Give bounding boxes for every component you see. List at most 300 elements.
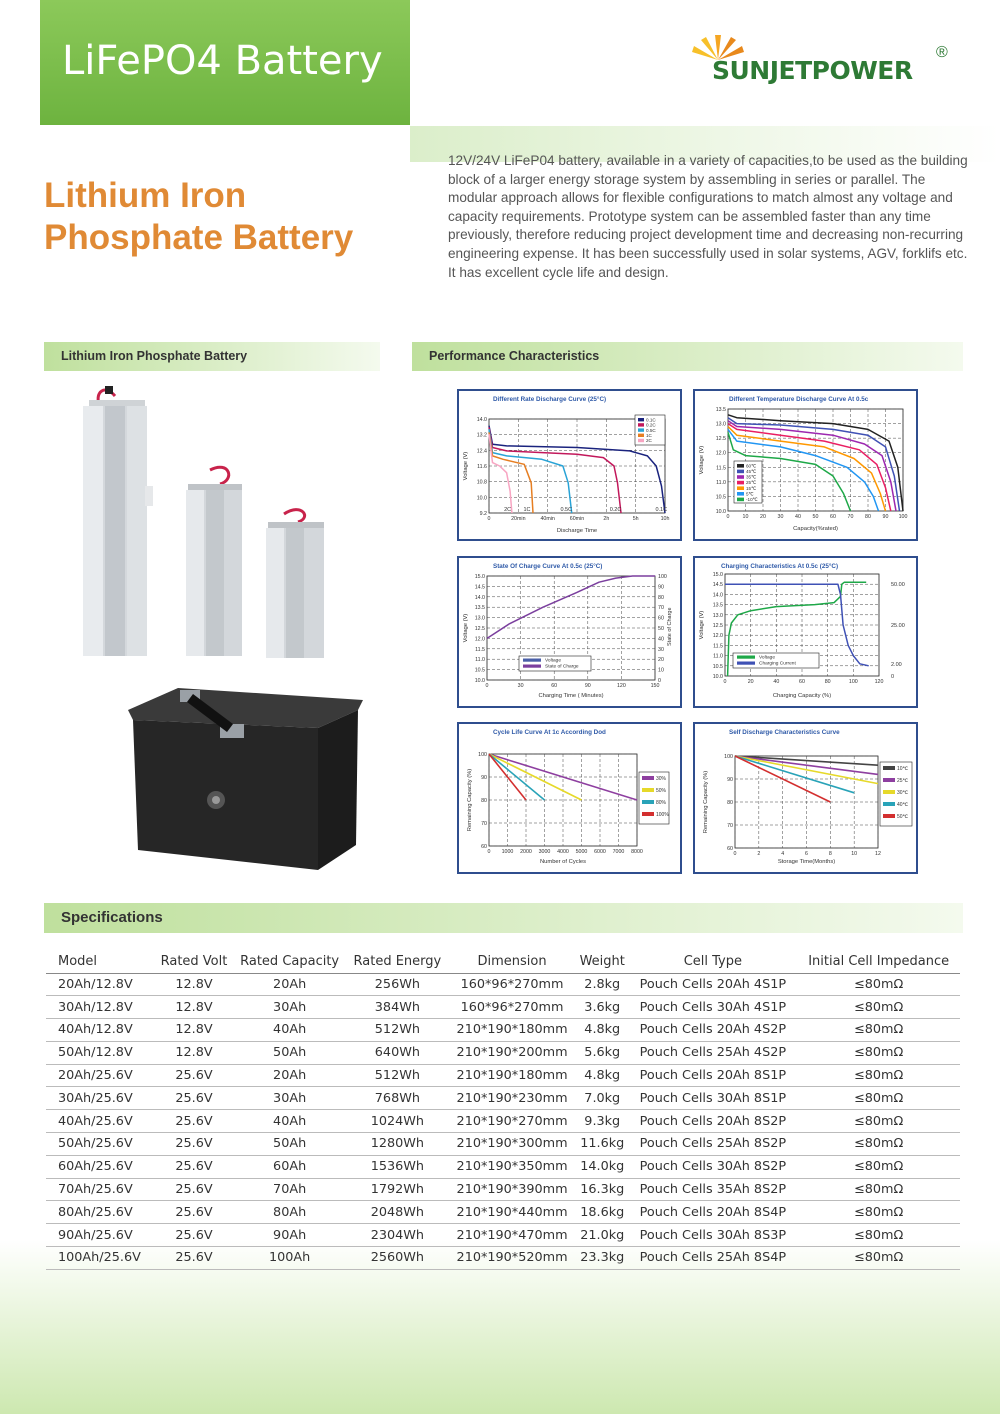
chart-svg [695, 558, 916, 706]
table-cell: 210*190*470mm [448, 1224, 576, 1247]
table-row [46, 1064, 960, 1087]
table-cell: ≤80mΩ [797, 1133, 960, 1156]
section-bar-battery [44, 342, 380, 371]
table-cell: 210*190*180mm [448, 1064, 576, 1087]
table-cell: 384Wh [347, 996, 448, 1019]
table-cell: 25.6V [155, 1110, 232, 1133]
table-cell: 9.3kg [576, 1110, 628, 1133]
y-tick-label: 13.0 [474, 615, 485, 622]
y-tick-label: 60 [481, 844, 487, 850]
legend-label: 0.1C [646, 417, 656, 423]
x-tick-label: 20 [760, 514, 766, 520]
legend-swatch [883, 814, 895, 818]
legend-swatch [737, 481, 744, 485]
legend [734, 461, 762, 503]
column-header: Initial Cell Impedance [797, 950, 960, 973]
chart-self-discharge [693, 722, 918, 874]
column-header: Cell Type [628, 950, 797, 973]
table-cell: ≤80mΩ [797, 1087, 960, 1110]
table-row [46, 1019, 960, 1042]
y-tick-label: 90 [481, 775, 487, 781]
table-cell: ≤80mΩ [797, 1110, 960, 1133]
table-cell: 40Ah/25.6V [46, 1110, 155, 1133]
y2-tick-label: 25.00 [891, 623, 905, 629]
legend-label: Charging Current [759, 661, 796, 667]
legend-swatch [737, 656, 755, 659]
legend-label: State of Charge [545, 664, 579, 670]
table-cell: 1280Wh [347, 1133, 448, 1156]
table-cell: 30Ah/25.6V [46, 1087, 155, 1110]
y-tick-label: 90 [727, 777, 733, 783]
y-tick-label: 13.5 [715, 407, 726, 413]
brand-name: SUNJETPOWER [712, 56, 913, 85]
y2-tick-label: 10 [658, 667, 664, 674]
table-cell: 210*190*390mm [448, 1178, 576, 1201]
table-cell: 12.8V [155, 1019, 232, 1042]
legend-label: 30℃ [897, 790, 909, 796]
legend-label: 1C [646, 433, 652, 438]
table-cell: 50Ah [233, 1133, 347, 1156]
x-axis-label: Storage Time(Months) [777, 859, 836, 865]
legend-swatch [523, 659, 541, 662]
legend [733, 653, 819, 668]
y-tick-label: 14.0 [712, 592, 723, 599]
table-cell: 30Ah [233, 996, 347, 1019]
y-axis-label: Voltage (V) [463, 613, 469, 643]
y-tick-label: 12.4 [476, 448, 487, 455]
y-tick-label: 9.2 [479, 511, 487, 517]
x-tick-label: 2000 [520, 849, 532, 855]
table-cell: 160*96*270mm [448, 996, 576, 1019]
x-tick-label: 30 [517, 683, 524, 689]
y-tick-label: 70 [727, 823, 733, 829]
legend-swatch [523, 665, 541, 668]
table-cell: 160*96*270mm [448, 973, 576, 996]
table-cell: 20Ah/25.6V [46, 1064, 155, 1087]
table-cell: 5.6kg [576, 1041, 628, 1064]
table-row [46, 1041, 960, 1064]
battery-module-medium-image [180, 460, 248, 660]
y-tick-label: 15.0 [712, 572, 723, 578]
section-title-performance: Performance Characteristics [429, 349, 600, 363]
legend [639, 772, 669, 824]
y-tick-label: 13.2 [476, 432, 487, 439]
legend-swatch [638, 423, 644, 426]
table-cell: 210*190*200mm [448, 1041, 576, 1064]
table-row [46, 1110, 960, 1133]
table-cell: 210*190*520mm [448, 1247, 576, 1270]
chart-rate-discharge [457, 389, 682, 541]
legend-label: 30% [656, 776, 667, 782]
legend-label: 0.2C [646, 422, 656, 428]
table-cell: Pouch Cells 35Ah 8S2P [628, 1178, 797, 1201]
y2-tick-label: 90 [658, 584, 664, 591]
table-cell: 70Ah [233, 1178, 347, 1201]
table-cell: 1024Wh [347, 1110, 448, 1133]
x-tick-label: 50 [812, 514, 819, 520]
chart-temperature-discharge [693, 389, 918, 541]
y-tick-label: 100 [478, 752, 487, 758]
x-tick-label: 10 [742, 514, 749, 520]
legend-label: 80% [656, 800, 667, 806]
table-cell: ≤80mΩ [797, 1201, 960, 1224]
table-cell: 80Ah/25.6V [46, 1201, 155, 1224]
legend-label: 25℃ [746, 480, 757, 486]
table-cell: Pouch Cells 20Ah 4S2P [628, 1019, 797, 1042]
table-cell: ≤80mΩ [797, 1155, 960, 1178]
x-tick-label: 4 [781, 851, 785, 857]
legend-label: 10℃ [897, 766, 909, 772]
x-tick-label: 100 [898, 514, 908, 520]
table-cell: ≤80mΩ [797, 1019, 960, 1042]
column-header: Rated Energy [347, 950, 448, 973]
column-header: Weight [576, 950, 628, 973]
y2-tick-label: 100 [658, 574, 667, 580]
y-axis-label: Remaining Capacity (%) [467, 768, 473, 832]
section-bar-specifications [44, 903, 963, 933]
chart-svg [459, 391, 680, 539]
x-axis-label: Charging Capacity (%) [772, 693, 832, 699]
x-tick-label: 7000 [612, 849, 625, 855]
y2-tick-label: 80 [658, 594, 664, 601]
table-cell: 90Ah/25.6V [46, 1224, 155, 1247]
headline-line-2: Phosphate Battery [44, 218, 354, 257]
y2-axis-label: State of Charge [667, 607, 673, 646]
table-cell: 20Ah/12.8V [46, 973, 155, 996]
y-tick-label: 10.5 [474, 667, 485, 674]
chart-svg [459, 724, 680, 872]
chart-title: Different Temperature Discharge Curve At 0.5c [729, 396, 869, 403]
x-tick-label: 60 [799, 679, 805, 685]
legend-label: 100% [656, 812, 669, 818]
x-tick-label: 120 [616, 683, 626, 689]
battery-module-small-image [262, 500, 330, 660]
table-cell: 1536Wh [347, 1155, 448, 1178]
x-tick-label: 8 [828, 851, 832, 857]
y-tick-label: 14.5 [712, 582, 723, 589]
table-cell: 70Ah/25.6V [46, 1178, 155, 1201]
y2-tick-label: 40 [658, 636, 664, 643]
table-cell: 1792Wh [347, 1178, 448, 1201]
column-header: Rated Volt [155, 950, 232, 973]
table-cell: 60Ah [233, 1155, 347, 1178]
x-tick-label: 0 [723, 679, 727, 685]
x-tick-label: 3000 [538, 849, 551, 855]
table-cell: 640Wh [347, 1041, 448, 1064]
table-cell: 2560Wh [347, 1247, 448, 1270]
y2-tick-label: 2.00 [891, 662, 902, 668]
table-cell: ≤80mΩ [797, 973, 960, 996]
table-cell: 50Ah/12.8V [46, 1041, 155, 1064]
headline [44, 175, 353, 259]
x-tick-label: 0 [487, 849, 491, 855]
y-tick-label: 11.5 [716, 465, 726, 472]
legend-swatch [737, 486, 744, 490]
table-cell: 100Ah/25.6V [46, 1247, 155, 1270]
table-cell: Pouch Cells 30Ah 8S3P [628, 1224, 797, 1247]
table-cell: Pouch Cells 30Ah 4S1P [628, 996, 797, 1019]
table-cell: ≤80mΩ [797, 1247, 960, 1270]
table-cell: 40Ah/12.8V [46, 1019, 155, 1042]
legend-label: 60℃ [746, 463, 757, 469]
y2-tick-label: 60 [658, 615, 664, 622]
chart-svg [695, 724, 916, 872]
table-cell: 80Ah [233, 1201, 347, 1224]
x-tick-label: 20 [747, 679, 754, 685]
x-tick-label: 120 [874, 679, 884, 685]
x-tick-label: 1000 [501, 849, 514, 855]
page-title: LiFePO4 Battery [62, 38, 383, 84]
legend-label: 35℃ [746, 474, 757, 480]
chart-svg [459, 558, 680, 706]
y-tick-label: 10.0 [715, 509, 726, 515]
table-cell: ≤80mΩ [797, 1178, 960, 1201]
x-tick-label: 0 [485, 683, 489, 689]
y-tick-label: 13.0 [712, 612, 723, 619]
annotation-label: 2C [504, 507, 512, 513]
y2-tick-label: 0 [891, 674, 895, 680]
x-tick-label: 2h [603, 516, 610, 522]
table-cell: 2048Wh [347, 1201, 448, 1224]
table-cell: ≤80mΩ [797, 1224, 960, 1247]
table-cell: 2.8kg [576, 973, 628, 996]
x-tick-label: 10 [851, 851, 858, 857]
table-cell: Pouch Cells 20Ah 8S4P [628, 1201, 797, 1224]
column-header: Dimension [448, 950, 576, 973]
table-cell: 14.0kg [576, 1155, 628, 1178]
y2-tick-label: 20 [658, 657, 664, 664]
x-tick-label: 2 [757, 851, 761, 857]
table-row [46, 1224, 960, 1247]
table-cell: 512Wh [347, 1064, 448, 1087]
legend-swatch [638, 434, 644, 437]
column-header: Rated Capacity [233, 950, 347, 973]
table-cell: 25.6V [155, 1155, 232, 1178]
table-cell: Pouch Cells 20Ah 8S2P [628, 1110, 797, 1133]
table-cell: 12.8V [155, 996, 232, 1019]
y-tick-label: 100 [724, 754, 733, 760]
y-tick-label: 70 [481, 821, 487, 827]
x-tick-label: 4000 [557, 849, 569, 855]
x-tick-label: 100 [848, 679, 858, 685]
y-tick-label: 60 [727, 846, 733, 852]
legend-label: 50℃ [897, 814, 909, 820]
table-cell: 11.6kg [576, 1133, 628, 1156]
chart-cycle-life [457, 722, 682, 874]
table-row [46, 973, 960, 996]
legend [635, 415, 665, 445]
table-cell: 512Wh [347, 1019, 448, 1042]
y-tick-label: 80 [727, 800, 733, 806]
table-row [46, 1087, 960, 1110]
table-cell: 25.6V [155, 1133, 232, 1156]
table-cell: 210*190*440mm [448, 1201, 576, 1224]
legend-swatch [638, 439, 644, 442]
legend [519, 656, 591, 671]
y2-tick-label: 0 [658, 678, 661, 684]
chart-svg [695, 391, 916, 539]
y2-tick-label: 70 [658, 605, 664, 612]
table-row [46, 1133, 960, 1156]
chart-charging-characteristics [693, 556, 918, 708]
specifications-table [46, 950, 960, 1270]
table-cell: 25.6V [155, 1064, 232, 1087]
legend-swatch [737, 470, 744, 474]
table-cell: 25.6V [155, 1224, 232, 1247]
x-tick-label: 6 [805, 851, 808, 857]
legend-swatch [638, 418, 644, 421]
x-tick-label: 80 [865, 514, 871, 520]
table-cell: 12.8V [155, 1041, 232, 1064]
chart-state-of-charge [457, 556, 682, 708]
table-row [46, 1201, 960, 1224]
table-cell: 25.6V [155, 1201, 232, 1224]
legend-label: -10℃ [746, 497, 758, 502]
x-tick-label: 10h [660, 516, 670, 522]
y-tick-label: 12.5 [715, 436, 726, 443]
y-tick-label: 11.5 [713, 643, 723, 650]
y-axis-label: Voltage (V) [699, 610, 705, 640]
table-cell: 210*190*180mm [448, 1019, 576, 1042]
legend-label: 40℃ [897, 802, 909, 808]
table-cell: 40Ah [233, 1019, 347, 1042]
legend-swatch [737, 662, 755, 665]
legend-label: 5℃ [746, 491, 754, 497]
annotation-label: 0.1C [655, 507, 668, 513]
table-cell: 50Ah/25.6V [46, 1133, 155, 1156]
table-cell: 18.6kg [576, 1201, 628, 1224]
y-tick-label: 12.0 [474, 636, 485, 643]
title-block [40, 0, 410, 125]
y-tick-label: 13.5 [474, 605, 485, 612]
table-cell: 40Ah [233, 1110, 347, 1133]
y-axis-label: Voltage (V) [463, 451, 469, 481]
table-cell: 90Ah [233, 1224, 347, 1247]
brand-logo [688, 30, 958, 90]
x-tick-label: 5h [632, 516, 639, 522]
table-cell: Pouch Cells 30Ah 8S1P [628, 1087, 797, 1110]
legend-swatch [642, 800, 654, 804]
table-cell: 20Ah [233, 973, 347, 996]
y-tick-label: 10.0 [712, 674, 723, 680]
table-cell: 23.3kg [576, 1247, 628, 1270]
y-tick-label: 11.0 [716, 479, 726, 486]
table-cell: 30Ah/12.8V [46, 996, 155, 1019]
table-cell: 768Wh [347, 1087, 448, 1110]
table-cell: 210*190*350mm [448, 1155, 576, 1178]
table-row [46, 1247, 960, 1270]
x-tick-label: 0 [733, 851, 737, 857]
table-cell: 210*190*230mm [448, 1087, 576, 1110]
table-cell: 3.6kg [576, 996, 628, 1019]
legend-label: 45℃ [746, 469, 757, 474]
table-cell: 30Ah [233, 1087, 347, 1110]
table-cell: Pouch Cells 20Ah 8S1P [628, 1064, 797, 1087]
table-cell: 7.0kg [576, 1087, 628, 1110]
table-cell: 20Ah [233, 1064, 347, 1087]
legend-label: 25℃ [897, 778, 909, 784]
y-tick-label: 11.0 [713, 653, 723, 660]
y-tick-label: 10.0 [474, 678, 485, 684]
legend-swatch [883, 802, 895, 806]
table-cell: 25.6V [155, 1087, 232, 1110]
y-tick-label: 10.0 [476, 495, 487, 502]
section-title-specifications: Specifications [61, 909, 163, 926]
table-cell: Pouch Cells 30Ah 8S2P [628, 1155, 797, 1178]
table-cell: 16.3kg [576, 1178, 628, 1201]
x-tick-label: 0 [726, 514, 730, 520]
x-tick-label: 12 [875, 851, 881, 857]
x-tick-label: 40 [773, 679, 780, 685]
table-cell: ≤80mΩ [797, 996, 960, 1019]
table-cell: Pouch Cells 25Ah 8S2P [628, 1133, 797, 1156]
annotation-label: 1C [523, 507, 531, 513]
y-tick-label: 11.6 [477, 464, 487, 470]
headline-line-1: Lithium Iron [44, 176, 247, 215]
x-tick-label: 8000 [631, 849, 643, 855]
x-tick-label: 60min [569, 516, 585, 522]
section-bar-performance [412, 342, 963, 371]
legend-swatch [883, 790, 895, 794]
table-row [46, 996, 960, 1019]
y-axis-label: Voltage (V) [699, 445, 705, 475]
table-cell: Pouch Cells 25Ah 4S2P [628, 1041, 797, 1064]
legend-label: 50% [656, 788, 667, 794]
x-tick-label: 0 [487, 516, 491, 522]
battery-module-large-image [75, 382, 165, 664]
chart-title: Cycle Life Curve At 1c According Dod [493, 729, 606, 736]
y-tick-label: 12.0 [712, 633, 723, 640]
table-cell: 12.8V [155, 973, 232, 996]
legend-swatch [638, 428, 644, 431]
x-tick-label: 30 [777, 514, 784, 520]
table-cell: 100Ah [233, 1247, 347, 1270]
legend-label: 2C [646, 438, 652, 444]
table-cell: 256Wh [347, 973, 448, 996]
y-tick-label: 80 [481, 798, 487, 804]
y-axis-label: Remaining Capacity (%) [703, 770, 709, 834]
table-cell: 2304Wh [347, 1224, 448, 1247]
table-row [46, 1155, 960, 1178]
table-cell: ≤80mΩ [797, 1041, 960, 1064]
y-tick-label: 14.5 [474, 584, 485, 591]
x-tick-label: 20min [511, 516, 526, 522]
y-tick-label: 14.0 [476, 417, 487, 423]
table-cell: Pouch Cells 25Ah 8S4P [628, 1247, 797, 1270]
table-cell: 4.8kg [576, 1064, 628, 1087]
x-tick-label: 60 [551, 683, 558, 689]
table-cell: 25.6V [155, 1178, 232, 1201]
chart-title: State Of Charge Curve At 0.5c (25°C) [493, 563, 603, 570]
legend-swatch [737, 498, 744, 502]
x-tick-label: 80 [824, 679, 831, 685]
x-tick-label: 40 [795, 514, 801, 520]
legend-label: Voltage [545, 658, 562, 664]
legend-swatch [883, 766, 895, 770]
annotation-label: 0.5C [560, 507, 573, 513]
x-axis-label: Number of Cycles [539, 859, 587, 865]
x-tick-label: 60 [830, 514, 836, 520]
legend-swatch [642, 812, 654, 816]
table-row [46, 1178, 960, 1201]
legend-swatch [883, 778, 895, 782]
chart-title: Charging Characteristics At 0.5c (25°C) [721, 563, 839, 570]
x-tick-label: 90 [584, 683, 591, 689]
y2-tick-label: 30 [658, 646, 664, 653]
x-axis-label: Discharge Time [556, 528, 598, 534]
legend-label: Voltage [759, 655, 776, 661]
table-cell: ≤80mΩ [797, 1064, 960, 1087]
